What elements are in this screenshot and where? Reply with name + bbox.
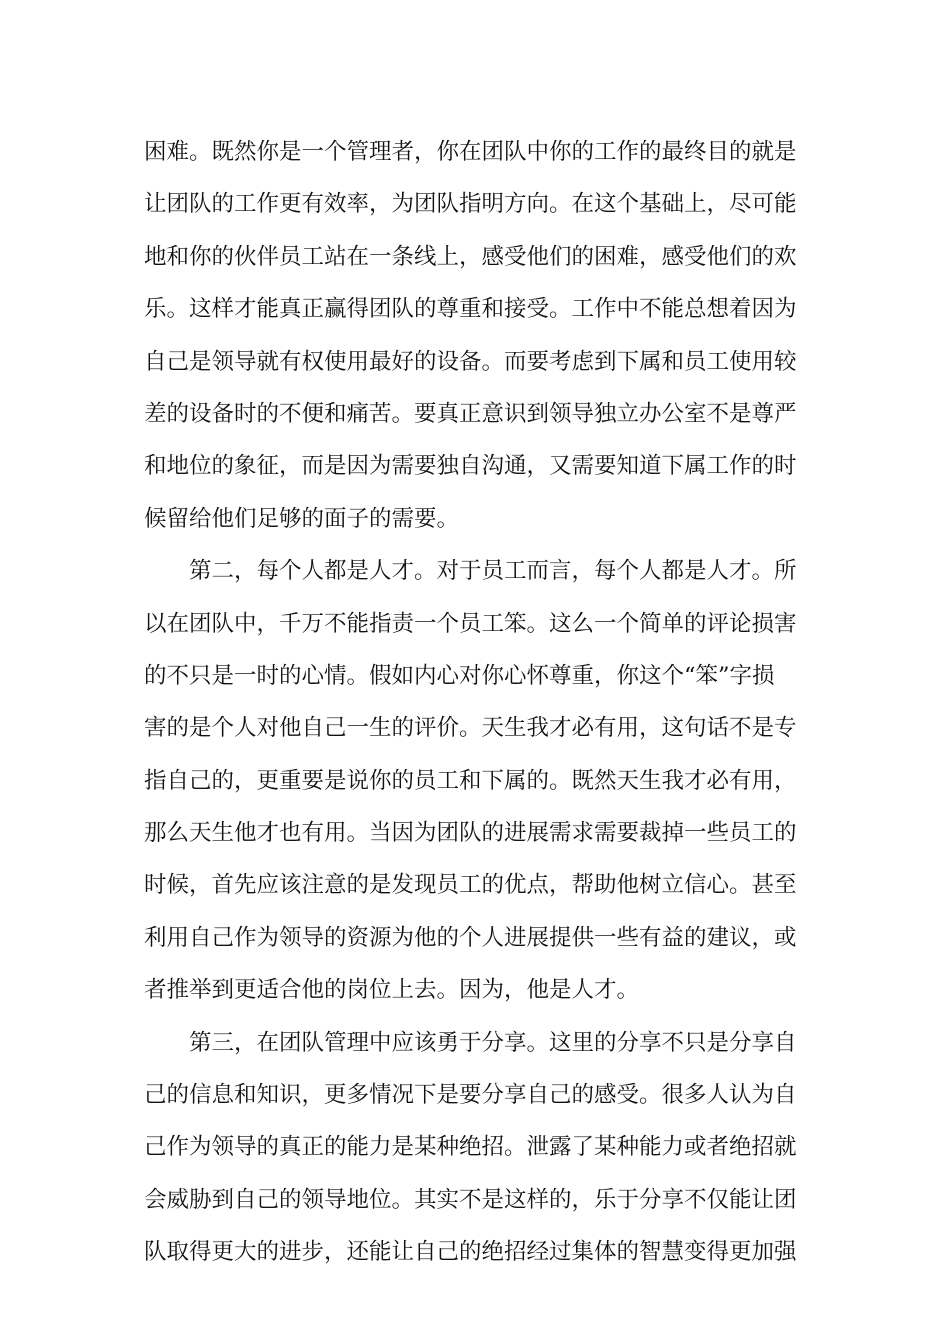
text-line: 困难。既然你是一个管理者，你在团队中你的工作的最终目的就是 bbox=[144, 139, 797, 165]
document-body bbox=[144, 126, 808, 1279]
paragraph-start-line: 第三，在团队管理中应该勇于分享。这里的分享不只是分享自 bbox=[144, 1029, 797, 1056]
text-line: 那么天生他才也有用。当因为团队的进展需求需要裁掉一些员工的 bbox=[144, 820, 797, 847]
text-line: 自己是领导就有权使用最好的设备。而要考虑到下属和员工使用较 bbox=[144, 348, 797, 375]
text-line: 候留给他们足够的面子的需要。 bbox=[144, 505, 460, 532]
text-line: 和地位的象征，而是因为需要独自沟通，又需要知道下属工作的时 bbox=[144, 453, 797, 480]
text-line: 时候，首先应该注意的是发现员工的优点，帮助他树立信心。甚至 bbox=[144, 872, 797, 899]
text-line: 利用自己作为领导的资源为他的个人进展提供一些有益的建议，或 bbox=[144, 924, 797, 951]
text-line: 地和你的伙伴员工站在一条线上，感受他们的困难，感受他们的欢 bbox=[144, 243, 797, 270]
text-line: 队取得更大的进步，还能让自己的绝招经过集体的智慧变得更加强 bbox=[144, 1239, 797, 1266]
text-line: 会威胁到自己的领导地位。其实不是这样的，乐于分享不仅能让团 bbox=[144, 1186, 797, 1213]
text-line: 以在团队中，千万不能指责一个员工笨。这么一个简单的评论损害 bbox=[144, 610, 797, 637]
text-line: 指自己的，更重要是说你的员工和下属的。既然天生我才必有用， bbox=[144, 767, 797, 794]
text-line: 乐。这样才能真正赢得团队的尊重和接受。工作中不能总想着因为 bbox=[144, 296, 797, 323]
text-line: 己作为领导的真正的能力是某种绝招。泄露了某种能力或者绝招就 bbox=[144, 1134, 797, 1161]
text-line: 的不只是一时的心情。假如内心对你心怀尊重，你这个“笨”字损 bbox=[144, 662, 775, 689]
text-line: 害的是个人对他自己一生的评价。天生我才必有用，这句话不是专 bbox=[144, 715, 797, 742]
text-line: 差的设备时的不便和痛苦。要真正意识到领导独立办公室不是尊严 bbox=[144, 400, 797, 427]
text-line: 者推举到更适合他的岗位上去。因为，他是人才。 bbox=[144, 977, 640, 1004]
text-line: 己的信息和知识，更多情况下是要分享自己的感受。很多人认为自 bbox=[144, 1082, 797, 1109]
text-line: 让团队的工作更有效率，为团队指明方向。在这个基础上，尽可能 bbox=[144, 191, 797, 218]
paragraph-start-line: 第二，每个人都是人才。对于员工而言，每个人都是人才。所 bbox=[144, 558, 797, 585]
